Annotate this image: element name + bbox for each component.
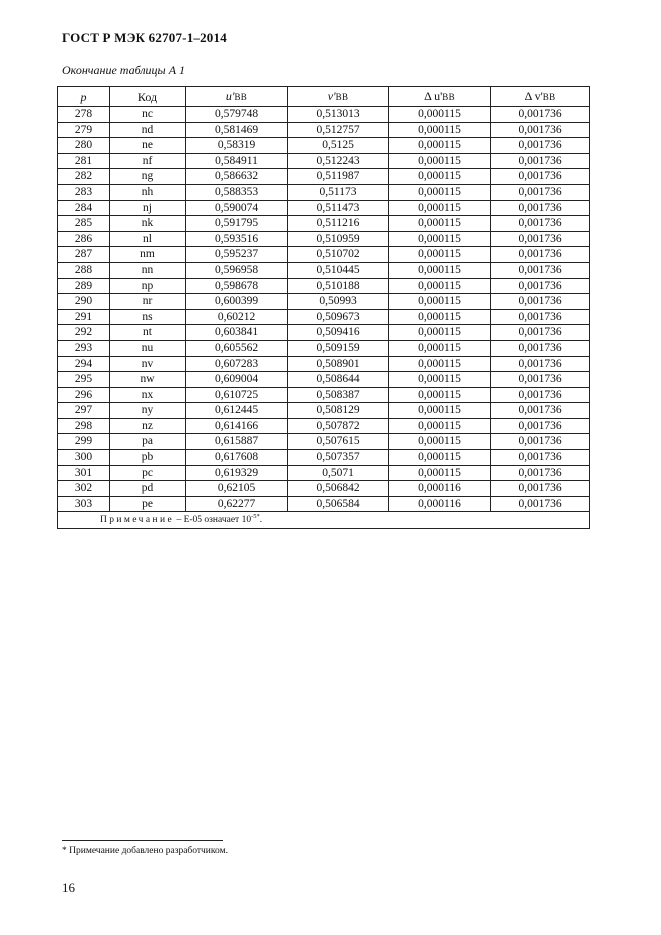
cell-p: 286 [58,231,110,247]
cell-p: 298 [58,418,110,434]
cell-delta-u: 0,000115 [389,184,491,200]
cell-v: 0,510702 [288,247,389,263]
column-header-p: p [58,87,110,107]
table-note-row [58,512,590,529]
cell-code: nc [110,107,186,123]
cell-p: 291 [58,309,110,325]
cell-code: pe [110,496,186,512]
cell-delta-v: 0,001736 [491,216,590,232]
cell-p: 297 [58,403,110,419]
cell-u: 0,609004 [186,372,288,388]
cell-v: 0,5125 [288,138,389,154]
cell-p: 296 [58,387,110,403]
cell-code: np [110,278,186,294]
cell-p: 288 [58,262,110,278]
note-text: – E-05 означает 10 [174,515,252,526]
cell-code: ny [110,403,186,419]
cell-delta-u: 0,000115 [389,340,491,356]
cell-u: 0,605562 [186,340,288,356]
table-row [58,262,590,278]
cell-u: 0,595237 [186,247,288,263]
note-end: . [259,515,263,526]
table-row [58,169,590,185]
cell-u: 0,62277 [186,496,288,512]
cell-u: 0,612445 [186,403,288,419]
table-row [58,216,590,232]
cell-p: 295 [58,372,110,388]
cell-u: 0,596958 [186,262,288,278]
cell-delta-v: 0,001736 [491,325,590,341]
cell-v: 0,508901 [288,356,389,372]
cell-v: 0,513013 [288,107,389,123]
cell-v: 0,507615 [288,434,389,450]
cell-v: 0,509416 [288,325,389,341]
table-row [58,309,590,325]
cell-delta-u: 0,000115 [389,247,491,263]
cell-p: 285 [58,216,110,232]
cell-code: nu [110,340,186,356]
cell-delta-v: 0,001736 [491,481,590,497]
cell-u: 0,579748 [186,107,288,123]
column-header-v: v'BB [288,87,389,107]
table-row [58,387,590,403]
cell-v: 0,511987 [288,169,389,185]
cell-u: 0,619329 [186,465,288,481]
cell-delta-u: 0,000115 [389,262,491,278]
cell-p: 282 [58,169,110,185]
cell-delta-v: 0,001736 [491,387,590,403]
cell-delta-v: 0,001736 [491,356,590,372]
cell-delta-u: 0,000116 [389,481,491,497]
cell-delta-v: 0,001736 [491,496,590,512]
cell-delta-v: 0,001736 [491,450,590,466]
cell-delta-u: 0,000115 [389,465,491,481]
cell-u: 0,581469 [186,122,288,138]
cell-code: nn [110,262,186,278]
table-row [58,107,590,123]
cell-p: 293 [58,340,110,356]
table-row [58,418,590,434]
cell-code: nf [110,153,186,169]
cell-u: 0,614166 [186,418,288,434]
cell-delta-u: 0,000115 [389,216,491,232]
cell-delta-v: 0,001736 [491,309,590,325]
cell-u: 0,590074 [186,200,288,216]
column-header-u: u'BB [186,87,288,107]
table-header-row [58,87,590,107]
cell-delta-v: 0,001736 [491,138,590,154]
cell-u: 0,586632 [186,169,288,185]
table-row [58,153,590,169]
page-number: 16 [62,880,75,895]
table-row [58,403,590,419]
cell-delta-v: 0,001736 [491,403,590,419]
cell-delta-v: 0,001736 [491,434,590,450]
cell-p: 299 [58,434,110,450]
cell-p: 281 [58,153,110,169]
cell-code: nm [110,247,186,263]
cell-code: nh [110,184,186,200]
cell-code: pb [110,450,186,466]
cell-u: 0,600399 [186,294,288,310]
data-table [57,86,590,529]
cell-delta-v: 0,001736 [491,107,590,123]
table-row [58,231,590,247]
cell-p: 280 [58,138,110,154]
cell-code: pa [110,434,186,450]
cell-delta-v: 0,001736 [491,340,590,356]
table-row [58,184,590,200]
cell-p: 300 [58,450,110,466]
cell-delta-v: 0,001736 [491,200,590,216]
cell-p: 303 [58,496,110,512]
table-row [58,294,590,310]
cell-v: 0,507357 [288,450,389,466]
footnote-divider [62,840,223,841]
cell-p: 287 [58,247,110,263]
cell-delta-u: 0,000115 [389,278,491,294]
cell-code: pc [110,465,186,481]
column-header-delta-u: Δ u'BB [389,87,491,107]
table-note [58,512,590,529]
cell-delta-u: 0,000115 [389,122,491,138]
cell-delta-u: 0,000115 [389,450,491,466]
cell-delta-u: 0,000115 [389,153,491,169]
table-row [58,138,590,154]
cell-delta-u: 0,000115 [389,325,491,341]
cell-v: 0,50993 [288,294,389,310]
cell-u: 0,610725 [186,387,288,403]
cell-p: 292 [58,325,110,341]
cell-delta-u: 0,000115 [389,231,491,247]
cell-u: 0,591795 [186,216,288,232]
cell-delta-v: 0,001736 [491,153,590,169]
table-row [58,481,590,497]
cell-delta-v: 0,001736 [491,294,590,310]
cell-delta-v: 0,001736 [491,465,590,481]
column-header-code: Код [110,87,186,107]
table-row [58,465,590,481]
cell-delta-v: 0,001736 [491,122,590,138]
table-row [58,450,590,466]
cell-p: 278 [58,107,110,123]
cell-code: nj [110,200,186,216]
cell-p: 302 [58,481,110,497]
cell-v: 0,511216 [288,216,389,232]
cell-code: nx [110,387,186,403]
cell-v: 0,510445 [288,262,389,278]
cell-v: 0,507872 [288,418,389,434]
document-header: ГОСТ Р МЭК 62707-1–2014 [62,30,227,45]
cell-p: 290 [58,294,110,310]
table-row [58,340,590,356]
cell-v: 0,511473 [288,200,389,216]
note-label: Примечание [100,515,175,526]
cell-u: 0,607283 [186,356,288,372]
column-header-delta-v: Δ v'BB [491,87,590,107]
cell-code: nk [110,216,186,232]
table-row [58,325,590,341]
cell-code: nt [110,325,186,341]
cell-delta-u: 0,000115 [389,403,491,419]
cell-delta-v: 0,001736 [491,169,590,185]
cell-code: ng [110,169,186,185]
cell-u: 0,603841 [186,325,288,341]
cell-v: 0,506584 [288,496,389,512]
cell-u: 0,588353 [186,184,288,200]
note-superscript: -5* [251,513,260,521]
cell-p: 284 [58,200,110,216]
cell-u: 0,615887 [186,434,288,450]
cell-delta-v: 0,001736 [491,231,590,247]
cell-delta-u: 0,000115 [389,107,491,123]
cell-delta-u: 0,000115 [389,356,491,372]
footnote: * Примечание добавлено разработчиком. [62,846,228,856]
cell-v: 0,506842 [288,481,389,497]
cell-u: 0,584911 [186,153,288,169]
cell-code: ns [110,309,186,325]
cell-v: 0,510959 [288,231,389,247]
cell-p: 294 [58,356,110,372]
cell-code: ne [110,138,186,154]
cell-u: 0,593516 [186,231,288,247]
cell-code: nr [110,294,186,310]
cell-p: 301 [58,465,110,481]
table-body [58,107,590,529]
cell-u: 0,598678 [186,278,288,294]
cell-code: pd [110,481,186,497]
cell-delta-u: 0,000115 [389,294,491,310]
cell-v: 0,509159 [288,340,389,356]
cell-v: 0,508644 [288,372,389,388]
cell-delta-u: 0,000116 [389,496,491,512]
cell-delta-u: 0,000115 [389,138,491,154]
cell-delta-v: 0,001736 [491,247,590,263]
table-row [58,122,590,138]
cell-v: 0,512243 [288,153,389,169]
cell-code: nv [110,356,186,372]
cell-delta-u: 0,000115 [389,372,491,388]
table-row [58,434,590,450]
table-row [58,372,590,388]
table-row [58,356,590,372]
cell-code: nz [110,418,186,434]
table-caption: Окончание таблицы А 1 [62,63,186,77]
cell-v: 0,5071 [288,465,389,481]
cell-u: 0,62105 [186,481,288,497]
cell-code: nw [110,372,186,388]
cell-v: 0,51173 [288,184,389,200]
cell-delta-u: 0,000115 [389,309,491,325]
cell-u: 0,58319 [186,138,288,154]
cell-p: 279 [58,122,110,138]
cell-delta-u: 0,000115 [389,387,491,403]
table-row [58,278,590,294]
cell-u: 0,617608 [186,450,288,466]
cell-code: nl [110,231,186,247]
cell-p: 283 [58,184,110,200]
cell-delta-v: 0,001736 [491,184,590,200]
cell-v: 0,510188 [288,278,389,294]
cell-v: 0,508129 [288,403,389,419]
table-row [58,247,590,263]
cell-p: 289 [58,278,110,294]
table-row [58,496,590,512]
cell-v: 0,508387 [288,387,389,403]
cell-delta-u: 0,000115 [389,418,491,434]
cell-delta-u: 0,000115 [389,169,491,185]
cell-delta-v: 0,001736 [491,278,590,294]
cell-delta-v: 0,001736 [491,418,590,434]
cell-delta-v: 0,001736 [491,372,590,388]
table-row [58,200,590,216]
cell-delta-u: 0,000115 [389,434,491,450]
cell-delta-u: 0,000115 [389,200,491,216]
cell-delta-v: 0,001736 [491,262,590,278]
cell-v: 0,512757 [288,122,389,138]
cell-code: nd [110,122,186,138]
cell-v: 0,509673 [288,309,389,325]
cell-u: 0,60212 [186,309,288,325]
